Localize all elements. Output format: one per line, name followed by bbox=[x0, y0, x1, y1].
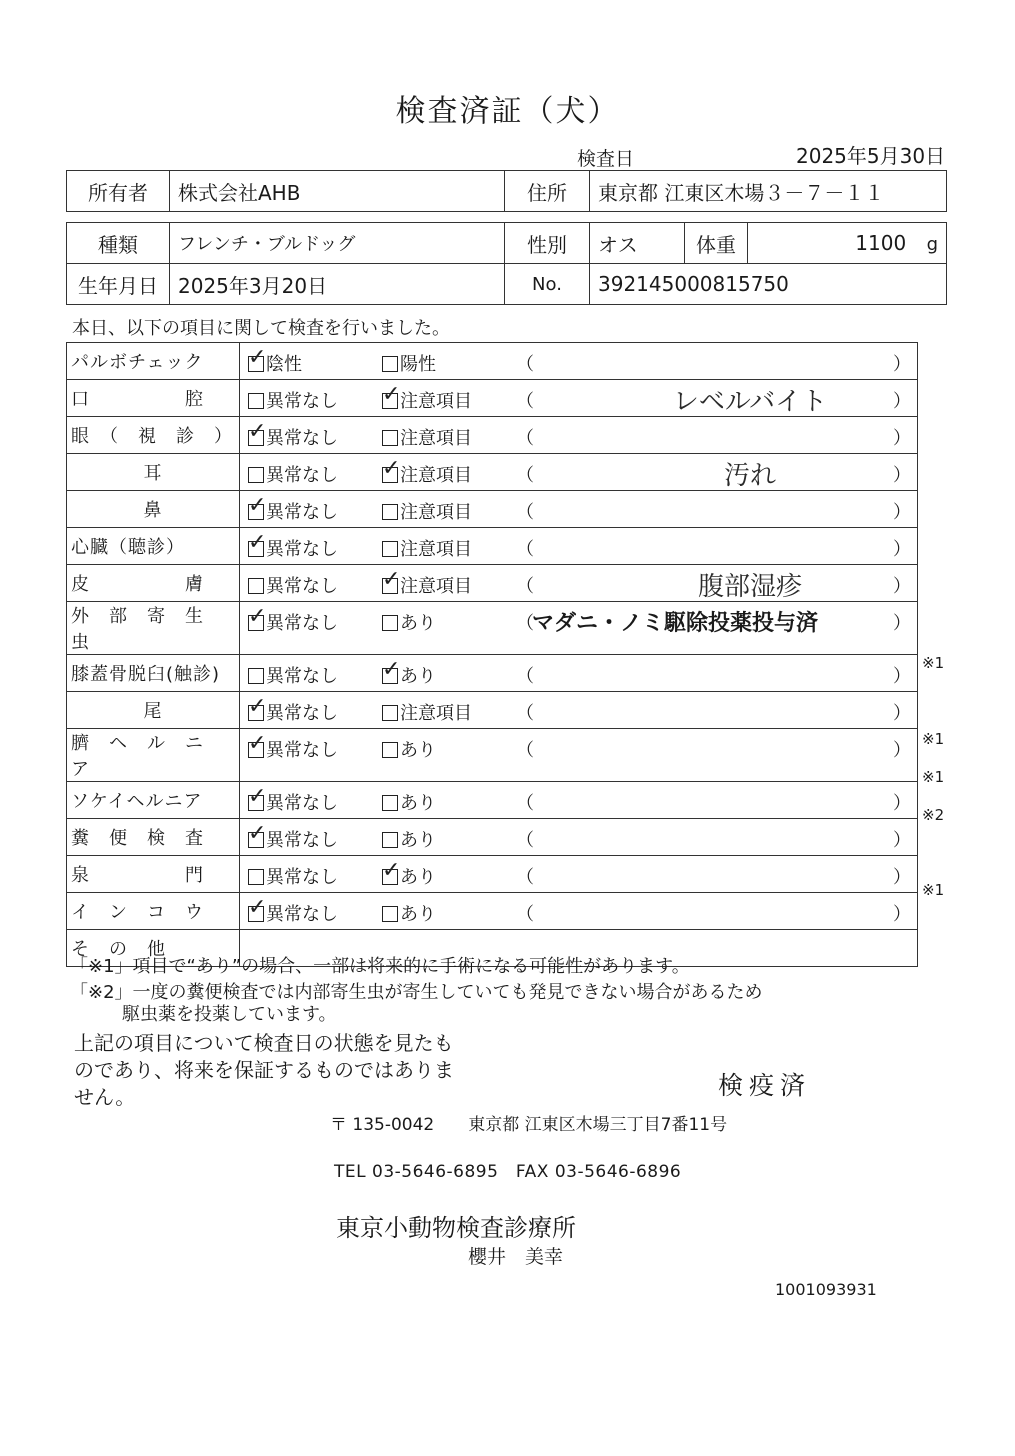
checkbox-1[interactable] bbox=[248, 821, 267, 848]
paren-open: （ bbox=[516, 703, 534, 724]
inspection-row bbox=[67, 417, 918, 454]
inspection-options bbox=[240, 819, 918, 856]
footnote-2-continued: 駆虫薬を投薬しています。 bbox=[122, 1004, 337, 1025]
option-2[interactable] bbox=[382, 498, 472, 524]
paren-close: ） bbox=[893, 539, 911, 560]
inspection-options bbox=[240, 893, 918, 930]
checkbox-1[interactable] bbox=[248, 694, 267, 721]
inspection-options bbox=[240, 417, 918, 454]
checkbox-1[interactable] bbox=[248, 784, 267, 811]
option-1-label: 陰性 bbox=[266, 354, 302, 375]
checkbox-1[interactable] bbox=[248, 578, 264, 594]
exam-date-value: 2025年5月30日 bbox=[796, 144, 946, 168]
checkbox-2[interactable] bbox=[382, 906, 398, 922]
paren-close: ） bbox=[893, 576, 911, 597]
reference-mark: ※1 bbox=[922, 767, 945, 786]
paren-close: ） bbox=[893, 740, 911, 761]
inspection-row bbox=[67, 454, 918, 491]
checkbox-2[interactable] bbox=[382, 832, 398, 848]
address-value: 東京都 江東区木場３－７－１１ bbox=[590, 171, 947, 212]
weight-cell bbox=[748, 223, 947, 264]
option-2-label: あり bbox=[400, 740, 436, 761]
inspection-item-label: イ ン コ ウ bbox=[67, 893, 240, 930]
option-1[interactable] bbox=[248, 387, 338, 413]
option-2[interactable] bbox=[382, 699, 472, 725]
option-2-label: 注意項目 bbox=[400, 539, 472, 560]
option-2[interactable] bbox=[382, 826, 436, 852]
checkbox-2[interactable] bbox=[382, 504, 398, 520]
number-label: No. bbox=[505, 264, 590, 305]
inspection-row bbox=[67, 565, 918, 602]
paren-open: （ bbox=[516, 502, 534, 523]
option-1[interactable] bbox=[248, 493, 338, 524]
paren-open: （ bbox=[516, 354, 534, 375]
inspection-options bbox=[240, 729, 918, 782]
option-2-label: あり bbox=[400, 613, 436, 634]
owner-table bbox=[66, 170, 947, 212]
checkbox-1[interactable] bbox=[248, 869, 264, 885]
footnote-1: 「※1」項目で“あり”の場合、一部は将来的に手術になる可能性があります。 bbox=[70, 956, 690, 977]
option-1-label: 異常なし bbox=[266, 576, 338, 597]
option-1-label: 異常なし bbox=[266, 703, 338, 724]
clinic-contact: TEL 03-5646-6895 FAX 03-5646-6896 bbox=[334, 1162, 682, 1182]
inspection-row bbox=[67, 893, 918, 930]
option-1-label: 異常なし bbox=[266, 539, 338, 560]
option-1[interactable] bbox=[248, 863, 338, 889]
inspection-options bbox=[240, 782, 918, 819]
option-2[interactable] bbox=[382, 424, 472, 450]
option-2-label: 注意項目 bbox=[400, 703, 472, 724]
paren-close: ） bbox=[893, 867, 911, 888]
owner-label: 所有者 bbox=[67, 171, 170, 212]
option-1[interactable] bbox=[248, 345, 302, 376]
inspection-options bbox=[240, 692, 918, 729]
paren-open: （ bbox=[516, 539, 534, 560]
inspection-item-label: 耳 bbox=[67, 454, 240, 491]
checkbox-2[interactable] bbox=[382, 705, 398, 721]
check-mark-icon: ✓ bbox=[382, 657, 401, 682]
paren-open: （ bbox=[516, 465, 534, 486]
sex-value: オス bbox=[590, 223, 685, 264]
disclaimer: 上記の項目について検査日の状態を見たものであり、将来を保証するものではありません。 bbox=[74, 1031, 454, 1109]
option-2-label: あり bbox=[400, 793, 436, 814]
reference-mark: ※2 bbox=[922, 805, 945, 824]
option-2[interactable] bbox=[382, 382, 472, 413]
check-mark-icon: ✓ bbox=[382, 858, 401, 883]
checkbox-2[interactable] bbox=[382, 657, 401, 684]
inspection-item-label: 皮 膚 bbox=[67, 565, 240, 602]
option-2-label: 注意項目 bbox=[400, 465, 472, 486]
check-mark-icon: ✓ bbox=[248, 419, 267, 444]
reference-mark: ※1 bbox=[922, 654, 945, 673]
check-mark-icon: ✓ bbox=[248, 694, 267, 719]
checkbox-1[interactable] bbox=[248, 604, 267, 631]
inspection-row bbox=[67, 692, 918, 729]
sex-label: 性別 bbox=[505, 223, 590, 264]
option-1[interactable] bbox=[248, 572, 338, 598]
weight-unit: g bbox=[926, 234, 938, 255]
paren-close: ） bbox=[893, 904, 911, 925]
paren-close: ） bbox=[893, 830, 911, 851]
document-number: 1001093931 bbox=[775, 1280, 877, 1299]
check-mark-icon: ✓ bbox=[248, 345, 267, 370]
exam-date-label: 検査日 bbox=[577, 148, 635, 170]
handwritten-note: マダニ・ノミ駆除投薬投与済 bbox=[532, 611, 819, 636]
inspection-options bbox=[240, 343, 918, 380]
inspection-item-label: 尾 bbox=[67, 692, 240, 729]
inspection-table bbox=[66, 342, 918, 967]
option-1-label: 異常なし bbox=[266, 793, 338, 814]
check-mark-icon: ✓ bbox=[248, 731, 267, 756]
paren-open: （ bbox=[516, 793, 534, 814]
option-1[interactable] bbox=[248, 419, 338, 450]
option-2-label: あり bbox=[400, 666, 436, 687]
paren-open: （ bbox=[516, 576, 534, 597]
checkbox-2[interactable] bbox=[382, 541, 398, 557]
check-mark-icon: ✓ bbox=[382, 456, 401, 481]
checkbox-2[interactable] bbox=[382, 567, 401, 594]
check-mark-icon: ✓ bbox=[248, 895, 267, 920]
checkbox-2[interactable] bbox=[382, 615, 398, 631]
inspection-item-label: 泉 門 bbox=[67, 856, 240, 893]
checkbox-2[interactable] bbox=[382, 430, 398, 446]
paren-close: ） bbox=[893, 354, 911, 375]
check-mark-icon: ✓ bbox=[248, 784, 267, 809]
check-mark-icon: ✓ bbox=[382, 567, 401, 592]
inspection-row bbox=[67, 491, 918, 528]
inspection-item-label: 心臓（聴診） bbox=[67, 528, 240, 565]
document-title: 検査済証（犬） bbox=[395, 94, 620, 129]
option-2[interactable] bbox=[382, 456, 472, 487]
paren-open: （ bbox=[516, 391, 534, 412]
option-1[interactable] bbox=[248, 461, 338, 487]
breed-label: 種類 bbox=[67, 223, 170, 264]
checkbox-1[interactable] bbox=[248, 895, 267, 922]
inspection-row bbox=[67, 856, 918, 893]
option-1[interactable] bbox=[248, 604, 338, 635]
breed-value: フレンチ・ブルドッグ bbox=[170, 223, 505, 264]
check-mark-icon: ✓ bbox=[248, 493, 267, 518]
option-2-label: あり bbox=[400, 867, 436, 888]
option-2-label: 注意項目 bbox=[400, 502, 472, 523]
veterinarian-name: 櫻井 美幸 bbox=[468, 1246, 564, 1268]
paren-open: （ bbox=[516, 830, 534, 851]
inspection-item-label: ソケイヘルニア bbox=[67, 782, 240, 819]
paren-close: ） bbox=[893, 428, 911, 449]
inspection-item-label: 鼻 bbox=[67, 491, 240, 528]
address-label: 住所 bbox=[505, 171, 590, 212]
owner-value: 株式会社AHB bbox=[170, 171, 505, 212]
paren-open: （ bbox=[516, 428, 534, 449]
paren-close: ） bbox=[893, 391, 911, 412]
option-2-label: 注意項目 bbox=[400, 391, 472, 412]
check-mark-icon: ✓ bbox=[248, 530, 267, 555]
reference-mark: ※1 bbox=[922, 881, 945, 900]
option-2-label: 注意項目 bbox=[400, 576, 472, 597]
quarantine-stamp: 検疫済 bbox=[718, 1071, 812, 1100]
checkbox-1[interactable] bbox=[248, 668, 264, 684]
birth-label: 生年月日 bbox=[67, 264, 170, 305]
option-1-label: 異常なし bbox=[266, 666, 338, 687]
option-1[interactable] bbox=[248, 662, 338, 688]
paren-open: （ bbox=[516, 904, 534, 925]
paren-open: （ bbox=[516, 740, 534, 761]
option-1-label: 異常なし bbox=[266, 830, 338, 851]
intro-text: 本日、以下の項目に関して検査を行いました。 bbox=[72, 318, 450, 339]
option-1[interactable] bbox=[248, 694, 338, 725]
option-1[interactable] bbox=[248, 731, 338, 762]
inspection-item-label: 口 腔 bbox=[67, 380, 240, 417]
inspection-options bbox=[240, 380, 918, 417]
paren-close: ） bbox=[893, 502, 911, 523]
checkbox-1[interactable] bbox=[248, 467, 264, 483]
checkbox-2[interactable] bbox=[382, 795, 398, 811]
inspection-options bbox=[240, 565, 918, 602]
option-2-label: 注意項目 bbox=[400, 428, 472, 449]
option-1[interactable] bbox=[248, 895, 338, 926]
option-1[interactable] bbox=[248, 530, 338, 561]
inspection-options bbox=[240, 491, 918, 528]
option-2-label: あり bbox=[400, 830, 436, 851]
inspection-row bbox=[67, 655, 918, 692]
inspection-options bbox=[240, 528, 918, 565]
clinic-address: 〒 135-0042 東京都 江東区木場三丁目7番11号 bbox=[330, 1115, 728, 1135]
option-1-label: 異常なし bbox=[266, 867, 338, 888]
option-1[interactable] bbox=[248, 784, 338, 815]
inspection-options bbox=[240, 454, 918, 491]
paren-close: ） bbox=[893, 793, 911, 814]
inspection-row bbox=[67, 602, 918, 655]
inspection-item-label: 糞 便 検 査 bbox=[67, 819, 240, 856]
inspection-row bbox=[67, 380, 918, 417]
number-value: 392145000815750 bbox=[590, 264, 947, 305]
check-mark-icon: ✓ bbox=[248, 821, 267, 846]
option-2-label: あり bbox=[400, 904, 436, 925]
option-2[interactable] bbox=[382, 567, 472, 598]
checkbox-1[interactable] bbox=[248, 345, 267, 372]
checkbox-1[interactable] bbox=[248, 393, 264, 409]
birth-value: 2025年3月20日 bbox=[170, 264, 505, 305]
clinic-name: 東京小動物検査診療所 bbox=[336, 1214, 576, 1242]
inspection-item-label: パルボチェック bbox=[67, 343, 240, 380]
other-label: そ の 他 bbox=[67, 930, 240, 967]
check-mark-icon: ✓ bbox=[248, 604, 267, 629]
handwritten-note: 腹部湿疹 bbox=[697, 572, 802, 602]
option-1-label: 異常なし bbox=[266, 465, 338, 486]
option-2[interactable] bbox=[382, 609, 436, 635]
option-2[interactable] bbox=[382, 535, 472, 561]
paren-open: （ bbox=[516, 666, 534, 687]
inspection-options bbox=[240, 602, 918, 655]
handwritten-note: 汚れ bbox=[723, 461, 776, 491]
reference-mark: ※1 bbox=[922, 730, 945, 748]
option-2[interactable] bbox=[382, 789, 436, 815]
option-2[interactable] bbox=[382, 858, 436, 889]
option-2[interactable] bbox=[382, 657, 436, 688]
inspection-row bbox=[67, 782, 918, 819]
option-2-label: 陽性 bbox=[400, 354, 436, 375]
option-1-label: 異常なし bbox=[266, 428, 338, 449]
checkbox-2[interactable] bbox=[382, 382, 401, 409]
option-1-label: 異常なし bbox=[266, 904, 338, 925]
checkbox-2[interactable] bbox=[382, 456, 401, 483]
paren-open: （ bbox=[516, 867, 534, 888]
weight-value: 1100 bbox=[855, 231, 907, 255]
checkbox-1[interactable] bbox=[248, 419, 267, 446]
inspection-options bbox=[240, 655, 918, 692]
footnote-2: 「※2」一度の糞便検査では内部寄生虫が寄生していても発見できない場合があるため bbox=[70, 982, 763, 1003]
option-1[interactable] bbox=[248, 821, 338, 852]
inspection-row bbox=[67, 729, 918, 782]
checkbox-1[interactable] bbox=[248, 530, 267, 557]
option-2[interactable] bbox=[382, 350, 436, 376]
check-mark-icon: ✓ bbox=[382, 382, 401, 407]
inspection-item-label: 眼 （ 視 診 ） bbox=[67, 417, 240, 454]
checkbox-1[interactable] bbox=[248, 493, 267, 520]
inspection-item-label: 膝蓋骨脱臼(触診) bbox=[67, 655, 240, 692]
handwritten-note: レベルバイト bbox=[672, 387, 828, 417]
option-2[interactable] bbox=[382, 900, 436, 926]
checkbox-2[interactable] bbox=[382, 356, 398, 372]
paren-close: ） bbox=[893, 703, 911, 724]
option-1-label: 異常なし bbox=[266, 391, 338, 412]
paren-close: ） bbox=[893, 666, 911, 687]
paren-close: ） bbox=[893, 465, 911, 486]
option-1-label: 異常なし bbox=[266, 502, 338, 523]
checkbox-2[interactable] bbox=[382, 858, 401, 885]
checkbox-1[interactable] bbox=[248, 731, 267, 758]
animal-table bbox=[66, 222, 947, 305]
inspection-item-label: 臍 ヘ ル ニ ア bbox=[67, 729, 240, 782]
option-1-label: 異常なし bbox=[266, 613, 338, 634]
inspection-row bbox=[67, 819, 918, 856]
paren-open: （ bbox=[516, 613, 534, 634]
option-1-label: 異常なし bbox=[266, 740, 338, 761]
inspection-options bbox=[240, 856, 918, 893]
option-2[interactable] bbox=[382, 736, 436, 762]
inspection-row bbox=[67, 343, 918, 380]
inspection-row bbox=[67, 528, 918, 565]
checkbox-2[interactable] bbox=[382, 742, 398, 758]
paren-close: ） bbox=[893, 613, 911, 634]
inspection-item-label: 外 部 寄 生 虫 bbox=[67, 602, 240, 655]
weight-label: 体重 bbox=[685, 223, 748, 264]
